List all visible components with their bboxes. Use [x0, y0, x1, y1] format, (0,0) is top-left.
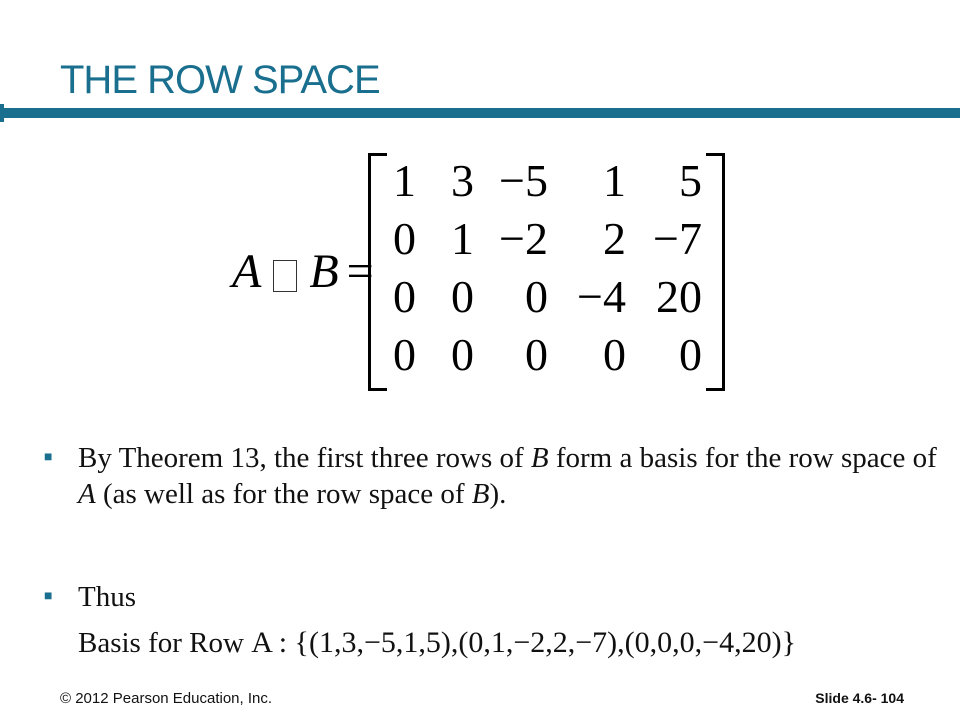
matrix-cell: 0: [393, 213, 416, 264]
basis-label: Basis for Row: [78, 627, 244, 659]
slide-title: THE ROW SPACE: [60, 58, 380, 102]
matrix-cell: 0: [393, 271, 416, 322]
equals-sign: =: [346, 245, 374, 298]
matrix-a-symbol: A: [232, 245, 262, 298]
matrix-cell: 0: [451, 271, 474, 322]
matrix-cell: 0: [451, 329, 474, 380]
bullet-theorem-text: [78, 440, 938, 512]
matrix-cell: 0: [525, 329, 548, 380]
text-run-italic: B: [471, 478, 490, 510]
text-run: form a basis for the row space of: [548, 442, 937, 474]
matrix-b-symbol: B: [309, 245, 339, 298]
bullet-square-icon: ■: [44, 589, 53, 604]
matrix-cell: −5: [499, 155, 548, 206]
footer-copyright: © 2012 Pearson Education, Inc.: [60, 690, 273, 707]
text-run: (as well as for the row space of: [95, 478, 472, 510]
matrix-cell: 0: [393, 329, 416, 380]
text-run-italic: B: [530, 442, 549, 474]
matrix-cell: 1: [603, 155, 626, 206]
basis-statement: [78, 626, 796, 660]
basis-set: A : {(1,3,−5,1,5),(0,1,−2,2,−7),(0,0,0,−4,20)}: [251, 626, 796, 659]
matrix-cell: 2: [603, 213, 626, 264]
text-run-italic: A: [78, 478, 96, 510]
title-rule: [0, 108, 960, 118]
bullet-thus-text: Thus: [78, 581, 136, 613]
matrix-cell: −7: [653, 213, 702, 264]
matrix-cell: 20: [656, 271, 702, 322]
matrix-cell: 1: [451, 213, 474, 264]
matrix-cell: 0: [525, 271, 548, 322]
matrix-cell: −4: [577, 271, 626, 322]
matrix-cell: 0: [679, 329, 702, 380]
matrix-cell: 1: [393, 155, 416, 206]
text-run: ).: [489, 478, 507, 510]
matrix-cell: 0: [603, 329, 626, 380]
bullet-square-icon: ■: [44, 450, 53, 465]
matrix-cell: −2: [499, 213, 548, 264]
matrix-cell: 3: [451, 155, 474, 206]
missing-glyph-box: [273, 260, 297, 292]
text-run: By Theorem 13, the first three rows of: [78, 442, 531, 474]
footer-slide-number: Slide 4.6- 104: [815, 690, 904, 706]
matrix-cell: 5: [679, 155, 702, 206]
echelon-matrix: [380, 153, 710, 385]
